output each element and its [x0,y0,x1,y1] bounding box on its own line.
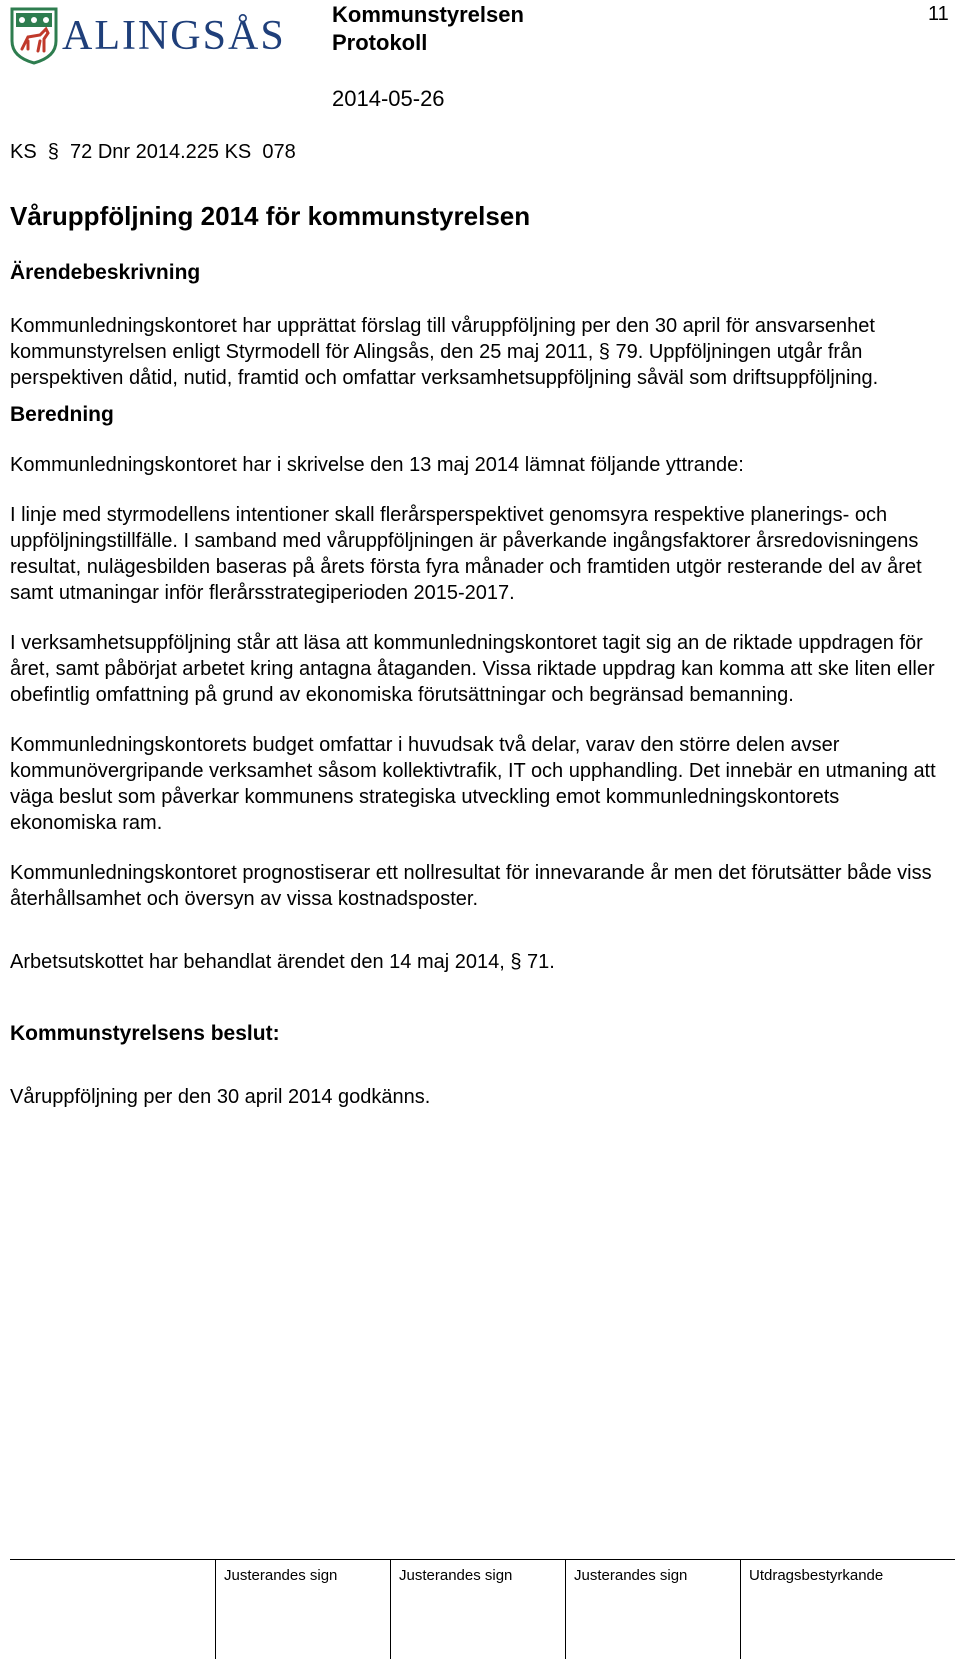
footer-sign-cell [565,1559,741,1659]
organization-name: Kommunstyrelsen [332,2,524,27]
arendebeskrivning-text: Kommunledningskontoret har upprättat förslag till våruppföljning per den 30 april för ansvarsenhet kommunstyrelsen enligt Styrmodell för Alingsås, den 25 maj 2011, § 79. Uppföljningen utgår från perspektiven dåtid, nutid, framtid och omfattar verksamhetsuppföljning såväl som driftsuppföljning. [10,315,879,389]
footer-label: Utdragsbestyrkande [749,1567,884,1584]
beredning-paragraph: Kommunledningskontorets budget omfattar i huvudsak två delar, varav den större delen avser kommunövergripande verksamhet såsom kollektivtrafik, IT och upphandling. Det innebär en utmaning att väga beslut som påverkar kommunens strategiska utveckling emot kommunledningskontorets ekonomiska ram. [10,734,936,834]
beslut-text: Våruppföljning per den 30 april 2014 godkänns. [10,1086,431,1108]
beslut-heading: Kommunstyrelsens beslut: [10,1022,280,1045]
footer-label: Justerandes sign [399,1567,513,1584]
coat-of-arms-icon [12,9,56,63]
beredning-paragraph: Kommunledningskontoret har i skrivelse den 13 maj 2014 lämnat följande yttrande: [10,454,744,476]
document-body [10,260,950,1110]
page-number: 11 [928,3,949,25]
footer-sign-cell [215,1559,391,1659]
case-reference: KS § 72 Dnr 2014.225 KS 078 [10,141,296,163]
beredning-paragraph: Kommunledningskontoret prognostiserar ett nollresultat för innevarande år men det förutsätter både viss återhållsamhet och översyn av vissa kostnadsposter. [10,862,932,910]
footer-sign-cell [390,1559,566,1659]
footer-certify-cell [740,1559,956,1659]
beredning-paragraph: I linje med styrmodellens intentioner skall flerårsperspektivet genomsyra respektive planerings- och uppföljningstillfälle. I samband med våruppföljningen är påverkande ingångsfaktorer årsredovisningens resultat, nulägesbilden baseras på årets första fyra månader och framtiden utgör resterande del av året samt utmaningar inför flerårsstrategiperioden 2015-2017. [10,504,922,604]
footer-label: Justerandes sign [574,1567,688,1584]
footer-label: Justerandes sign [224,1567,338,1584]
meeting-date: 2014-05-26 [332,86,445,111]
svg-text:ALINGSÅS: ALINGSÅS [62,13,286,59]
case-title: Våruppföljning 2014 för kommunstyrelsen [10,201,531,231]
document-type: Protokoll [332,30,428,55]
alingsas-logo [10,5,295,65]
beredning-paragraph: I verksamhetsuppföljning står att läsa att kommunledningskontoret tagit sig an de riktade uppdragen för året, samt påbörjat arbetet kring antagna åtaganden. Vissa riktade uppdrag kan komma att ske liten eller obefintlig omfattning på grund av ekonomiska förutsättningar och begränsad bemanning. [10,632,935,706]
beredning-heading: Beredning [10,403,114,426]
beredning-paragraph: Arbetsutskottet har behandlat ärendet den 14 maj 2014, § 71. [10,951,555,973]
arendebeskrivning-heading: Ärendebeskrivning [10,261,201,284]
